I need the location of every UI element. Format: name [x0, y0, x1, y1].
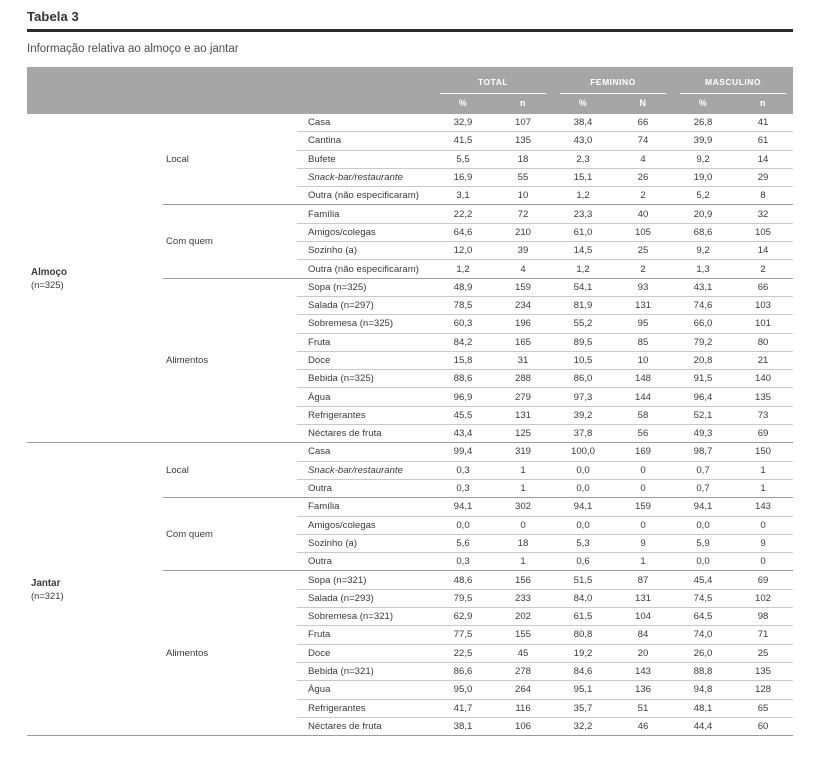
value-cell: 102	[733, 589, 793, 607]
value-cell: 96,9	[433, 388, 493, 406]
value-cell: 26,0	[673, 644, 733, 662]
value-cell: 159	[613, 498, 673, 516]
value-cell: 96,4	[673, 388, 733, 406]
category-label-cell: Local	[166, 153, 189, 165]
value-cell: 60	[733, 717, 793, 735]
category-label-cell: Com quem	[163, 498, 297, 571]
value-cell: 21	[733, 351, 793, 369]
value-cell: 22,2	[433, 205, 493, 223]
value-cell: 61	[733, 132, 793, 150]
value-cell: 55	[493, 168, 553, 186]
value-cell: 1	[613, 553, 673, 571]
value-cell: 9,2	[673, 242, 733, 260]
value-cell: 210	[493, 223, 553, 241]
value-cell: 135	[733, 388, 793, 406]
value-cell: 159	[493, 278, 553, 296]
value-cell: 45,4	[673, 571, 733, 589]
header-group-masculino	[673, 67, 793, 94]
value-cell: 233	[493, 589, 553, 607]
table-row	[27, 443, 793, 461]
category-label-cell: Com quem	[163, 205, 297, 278]
value-cell: 61,5	[553, 608, 613, 626]
value-cell: 43,4	[433, 425, 493, 443]
value-cell: 4	[613, 150, 673, 168]
value-cell: 0,6	[553, 553, 613, 571]
value-cell: 46	[613, 717, 673, 735]
value-cell: 9	[733, 534, 793, 552]
value-cell: 25	[733, 644, 793, 662]
value-cell: 155	[493, 626, 553, 644]
item-label-cell: Cantina	[297, 132, 433, 150]
value-cell: 319	[493, 443, 553, 461]
value-cell: 44,4	[673, 717, 733, 735]
value-cell: 1	[493, 553, 553, 571]
value-cell: 278	[493, 662, 553, 680]
value-cell: 71	[733, 626, 793, 644]
data-table	[27, 67, 793, 736]
subheader-total-n: n	[493, 94, 553, 114]
value-cell: 29	[733, 168, 793, 186]
item-label-cell: Néctares de fruta	[297, 717, 433, 735]
value-cell: 58	[613, 406, 673, 424]
value-cell: 74,0	[673, 626, 733, 644]
value-cell: 97,3	[553, 388, 613, 406]
section-label-cell	[27, 443, 163, 736]
value-cell: 1,3	[673, 260, 733, 278]
value-cell: 15,1	[553, 168, 613, 186]
value-cell: 0,0	[553, 479, 613, 497]
item-label-cell: Sobremesa (n=321)	[297, 608, 433, 626]
value-cell: 23,3	[553, 205, 613, 223]
item-label-cell: Sozinho (a)	[297, 534, 433, 552]
value-cell: 99,4	[433, 443, 493, 461]
value-cell: 0	[613, 479, 673, 497]
table-row	[27, 114, 793, 132]
value-cell: 5,5	[433, 150, 493, 168]
item-label-cell: Sobremesa (n=325)	[297, 315, 433, 333]
value-cell: 0,0	[433, 516, 493, 534]
value-cell: 84	[613, 626, 673, 644]
value-cell: 143	[733, 498, 793, 516]
value-cell: 79,2	[673, 333, 733, 351]
item-label-cell: Sozinho (a)	[297, 242, 433, 260]
value-cell: 54,1	[553, 278, 613, 296]
value-cell: 93	[613, 278, 673, 296]
value-cell: 68,6	[673, 223, 733, 241]
value-cell: 0,3	[433, 479, 493, 497]
table-caption: Informação relativa ao almoço e ao jantar	[27, 43, 239, 55]
item-label-cell: Fruta	[297, 626, 433, 644]
value-cell: 8	[733, 187, 793, 205]
value-cell: 98,7	[673, 443, 733, 461]
value-cell: 91,5	[673, 370, 733, 388]
value-cell: 55,2	[553, 315, 613, 333]
category-label-cell: Alimentos	[163, 571, 297, 736]
value-cell: 140	[733, 370, 793, 388]
value-cell: 94,8	[673, 681, 733, 699]
value-cell: 80	[733, 333, 793, 351]
value-cell: 69	[733, 425, 793, 443]
value-cell: 1	[733, 461, 793, 479]
value-cell: 0	[613, 516, 673, 534]
value-cell: 104	[613, 608, 673, 626]
value-cell: 62,9	[433, 608, 493, 626]
item-label-cell: Salada (n=297)	[297, 296, 433, 314]
value-cell: 196	[493, 315, 553, 333]
item-label-cell: Néctares de fruta	[297, 425, 433, 443]
item-label-cell: Outra	[297, 479, 433, 497]
value-cell: 156	[493, 571, 553, 589]
value-cell: 74,6	[673, 296, 733, 314]
value-cell: 94,1	[553, 498, 613, 516]
value-cell: 101	[733, 315, 793, 333]
value-cell: 64,6	[433, 223, 493, 241]
item-label-cell: Refrigerantes	[297, 406, 433, 424]
header-group-feminino	[553, 67, 673, 94]
value-cell: 0	[493, 516, 553, 534]
subheader-masculino-n: n	[733, 94, 793, 114]
value-cell: 1	[733, 479, 793, 497]
value-cell: 32,9	[453, 117, 473, 129]
document-page	[27, 0, 793, 736]
value-cell: 45,5	[433, 406, 493, 424]
item-label-cell: Água	[297, 388, 433, 406]
value-cell: 0,0	[673, 516, 733, 534]
item-label-cell: Salada (n=293)	[297, 589, 433, 607]
value-cell: 1,2	[553, 260, 613, 278]
header-group-total	[433, 67, 553, 94]
value-cell: 5,6	[433, 534, 493, 552]
value-cell: 169	[613, 443, 673, 461]
value-cell: 39	[493, 242, 553, 260]
subheader-total-pct: %	[433, 94, 493, 114]
value-cell: 87	[613, 571, 673, 589]
value-cell: 2,3	[553, 150, 613, 168]
value-cell: 61,0	[553, 223, 613, 241]
subheader-feminino-pct: %	[553, 94, 613, 114]
value-cell: 39,9	[673, 132, 733, 150]
value-cell: 0,0	[553, 516, 613, 534]
value-cell: 94,1	[673, 498, 733, 516]
value-cell: 202	[493, 608, 553, 626]
value-cell: 66,0	[673, 315, 733, 333]
value-cell: 12,0	[433, 242, 493, 260]
value-cell: 19,0	[673, 168, 733, 186]
value-cell: 107	[515, 117, 532, 129]
value-cell: 264	[493, 681, 553, 699]
value-cell: 78,5	[433, 296, 493, 314]
value-cell: 302	[493, 498, 553, 516]
value-cell: 234	[493, 296, 553, 314]
value-cell: 2	[613, 187, 673, 205]
item-label-cell: Bebida (n=325)	[297, 370, 433, 388]
value-cell: 45	[493, 644, 553, 662]
value-cell: 69	[733, 571, 793, 589]
value-cell: 72	[493, 205, 553, 223]
value-cell: 22,5	[433, 644, 493, 662]
value-cell: 94,1	[433, 498, 493, 516]
item-label-cell: Família	[297, 498, 433, 516]
item-label-cell: Fruta	[297, 333, 433, 351]
value-cell: 48,1	[673, 699, 733, 717]
value-cell: 85	[613, 333, 673, 351]
value-cell: 136	[613, 681, 673, 699]
value-cell: 1	[493, 461, 553, 479]
value-cell: 5,2	[673, 187, 733, 205]
value-cell: 15,8	[433, 351, 493, 369]
header-empty-cell	[27, 67, 433, 114]
value-cell: 37,8	[553, 425, 613, 443]
value-cell: 39,2	[553, 406, 613, 424]
value-cell: 65	[733, 699, 793, 717]
value-cell: 1,2	[553, 187, 613, 205]
value-cell: 14,5	[553, 242, 613, 260]
value-cell: 66	[637, 117, 649, 129]
item-label-cell: Casa	[297, 443, 433, 461]
value-cell: 66	[733, 278, 793, 296]
header-group-masculino-label: MASCULINO	[680, 75, 786, 94]
value-cell: 77,5	[433, 626, 493, 644]
value-cell: 31	[493, 351, 553, 369]
item-label-cell: Bufete	[297, 150, 433, 168]
value-cell: 88,8	[673, 662, 733, 680]
value-cell: 86,0	[553, 370, 613, 388]
section-sample-size: (n=325)	[31, 278, 64, 290]
value-cell: 0,3	[433, 553, 493, 571]
value-cell: 143	[613, 662, 673, 680]
item-label-cell: Doce	[297, 644, 433, 662]
value-cell: 131	[493, 406, 553, 424]
value-cell: 0	[733, 553, 793, 571]
table-title: Tabela 3	[27, 9, 79, 24]
value-cell: 35,7	[553, 699, 613, 717]
value-cell: 103	[733, 296, 793, 314]
value-cell: 84,6	[553, 662, 613, 680]
value-cell: 41,7	[433, 699, 493, 717]
item-label-cell: Amigos/colegas	[297, 223, 433, 241]
value-cell: 20	[613, 644, 673, 662]
value-cell: 0,3	[433, 461, 493, 479]
value-cell: 148	[613, 370, 673, 388]
category-label-cell: Alimentos	[163, 278, 297, 443]
value-cell: 131	[613, 296, 673, 314]
item-label-cell: Outra	[297, 553, 433, 571]
value-cell: 105	[733, 223, 793, 241]
value-cell: 26,8	[693, 117, 713, 129]
item-label-cell: Água	[297, 681, 433, 699]
value-cell: 52,1	[673, 406, 733, 424]
value-cell: 43,0	[553, 132, 613, 150]
value-cell: 131	[613, 589, 673, 607]
value-cell: 41	[757, 117, 769, 129]
value-cell: 84,0	[553, 589, 613, 607]
item-label-cell: Família	[297, 205, 433, 223]
value-cell: 14	[733, 150, 793, 168]
table-header	[27, 67, 793, 114]
value-cell: 48,9	[433, 278, 493, 296]
value-cell: 41,5	[433, 132, 493, 150]
item-label-cell: Outra (não especificaram)	[297, 187, 433, 205]
subheader-masculino-pct: %	[673, 94, 733, 114]
value-cell: 95,0	[433, 681, 493, 699]
value-cell: 0,0	[553, 461, 613, 479]
value-cell: 135	[733, 662, 793, 680]
value-cell: 64,5	[673, 608, 733, 626]
value-cell: 10	[493, 187, 553, 205]
value-cell: 105	[613, 223, 673, 241]
value-cell: 49,3	[673, 425, 733, 443]
value-cell: 2	[733, 260, 793, 278]
value-cell: 88,6	[433, 370, 493, 388]
value-cell: 79,5	[433, 589, 493, 607]
value-cell: 165	[493, 333, 553, 351]
table-body	[27, 114, 793, 736]
value-cell: 19,2	[553, 644, 613, 662]
value-cell: 0,0	[673, 553, 733, 571]
value-cell: 43,1	[673, 278, 733, 296]
value-cell: 32,2	[553, 717, 613, 735]
value-cell: 89,5	[553, 333, 613, 351]
header-group-feminino-label: FEMININO	[560, 75, 666, 94]
value-cell: 51,5	[553, 571, 613, 589]
value-cell: 288	[493, 370, 553, 388]
value-cell: 26	[613, 168, 673, 186]
item-label-cell: Snack-bar/restaurante	[297, 168, 433, 186]
value-cell: 135	[493, 132, 553, 150]
value-cell: 86,6	[433, 662, 493, 680]
value-cell: 125	[493, 425, 553, 443]
title-rule	[27, 29, 793, 32]
header-group-row	[27, 67, 793, 94]
value-cell: 5,3	[553, 534, 613, 552]
section-label-cell	[27, 114, 163, 443]
value-cell: 60,3	[433, 315, 493, 333]
value-cell: 74,5	[673, 589, 733, 607]
value-cell: 40	[613, 205, 673, 223]
value-cell: 98	[733, 608, 793, 626]
item-label-cell: Snack-bar/restaurante	[297, 461, 433, 479]
value-cell: 10	[613, 351, 673, 369]
item-label-cell: Sopa (n=325)	[297, 278, 433, 296]
value-cell: 18	[493, 534, 553, 552]
item-label-cell: Outra (não especificaram)	[297, 260, 433, 278]
value-cell: 32	[733, 205, 793, 223]
value-cell: 80,8	[553, 626, 613, 644]
value-cell: 0	[613, 461, 673, 479]
value-cell: 2	[613, 260, 673, 278]
value-cell: 279	[493, 388, 553, 406]
value-cell: 51	[613, 699, 673, 717]
value-cell: 9	[613, 534, 673, 552]
value-cell: 0	[733, 516, 793, 534]
value-cell: 100,0	[553, 443, 613, 461]
value-cell: 116	[493, 699, 553, 717]
item-label-cell: Sopa (n=321)	[297, 571, 433, 589]
value-cell: 16,9	[433, 168, 493, 186]
value-cell: 4	[493, 260, 553, 278]
value-cell: 18	[493, 150, 553, 168]
item-label-cell: Refrigerantes	[297, 699, 433, 717]
section-name: Almoço	[31, 266, 67, 278]
item-label-cell: Casa	[308, 117, 331, 129]
value-cell: 9,2	[673, 150, 733, 168]
value-cell: 0,7	[673, 479, 733, 497]
value-cell: 3,1	[433, 187, 493, 205]
value-cell: 144	[613, 388, 673, 406]
section-name: Jantar	[31, 577, 61, 589]
value-cell: 84,2	[433, 333, 493, 351]
subheader-feminino-n: N	[613, 94, 673, 114]
value-cell: 95,1	[553, 681, 613, 699]
value-cell: 150	[733, 443, 793, 461]
value-cell: 1,2	[433, 260, 493, 278]
value-cell: 25	[613, 242, 673, 260]
value-cell: 10,5	[553, 351, 613, 369]
section-sample-size: (n=321)	[31, 589, 64, 601]
value-cell: 0,7	[673, 461, 733, 479]
value-cell: 106	[493, 717, 553, 735]
value-cell: 56	[613, 425, 673, 443]
value-cell: 81,9	[553, 296, 613, 314]
value-cell: 74	[613, 132, 673, 150]
item-label-cell: Amigos/colegas	[297, 516, 433, 534]
value-cell: 48,6	[433, 571, 493, 589]
value-cell: 5,9	[673, 534, 733, 552]
value-cell: 38,4	[573, 117, 593, 129]
value-cell: 1	[493, 479, 553, 497]
item-label-cell: Bebida (n=321)	[297, 662, 433, 680]
value-cell: 38,1	[433, 717, 493, 735]
item-label-cell: Doce	[297, 351, 433, 369]
category-label-cell: Local	[163, 443, 297, 498]
value-cell: 95	[613, 315, 673, 333]
value-cell: 128	[733, 681, 793, 699]
value-cell: 20,9	[673, 205, 733, 223]
header-group-total-label: TOTAL	[440, 75, 546, 94]
value-cell: 14	[733, 242, 793, 260]
value-cell: 73	[733, 406, 793, 424]
value-cell: 20,8	[673, 351, 733, 369]
